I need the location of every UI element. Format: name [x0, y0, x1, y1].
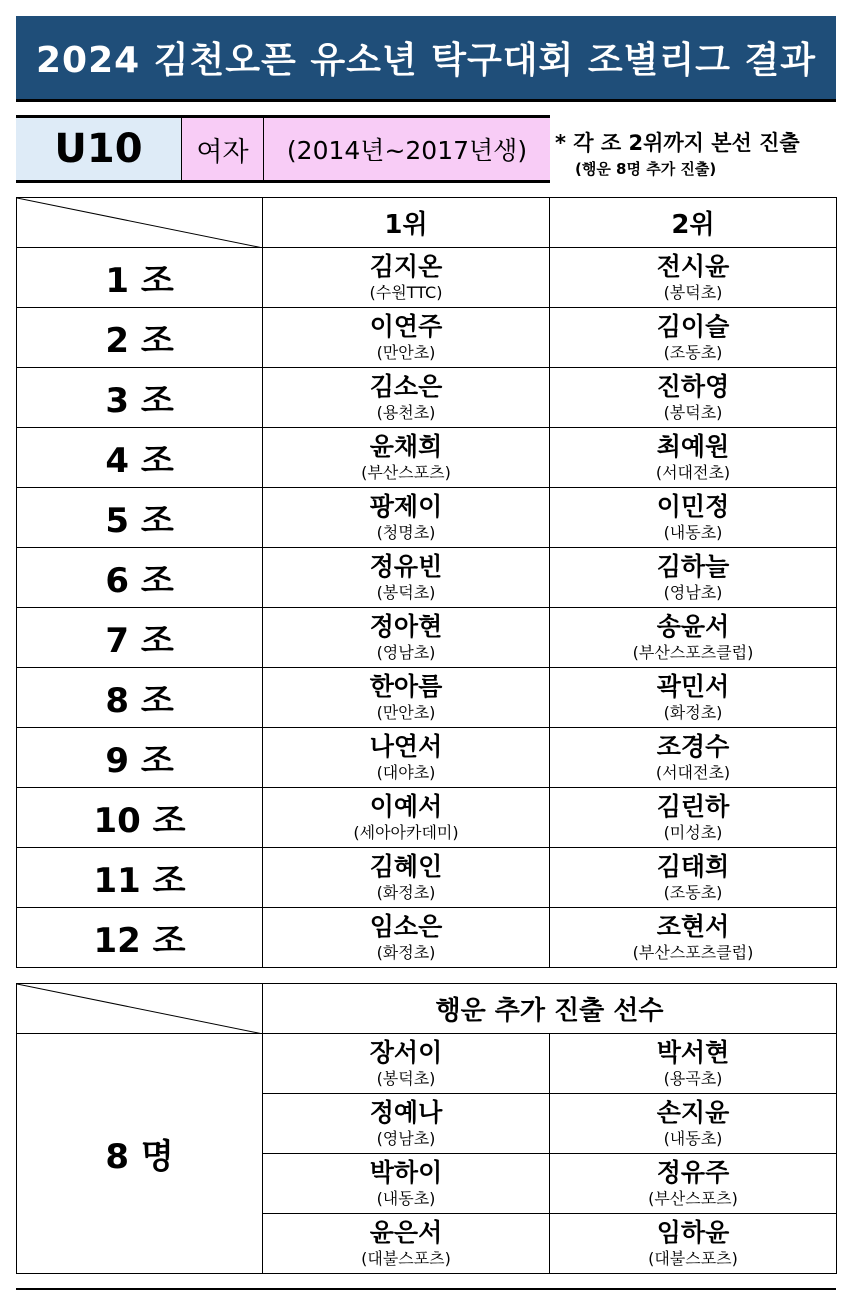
lucky-header-row [17, 984, 837, 1034]
lucky-header: 행운 추가 진출 선수 [263, 984, 837, 1034]
player-name: 손지윤 [656, 1097, 730, 1127]
group-label: 6 조 [17, 548, 263, 608]
second-place-cell [550, 788, 837, 848]
player-club: (용천초) [376, 402, 436, 422]
lucky-note: (행운 8명 추가 진출) [575, 160, 717, 178]
player-name: 김린하 [656, 791, 730, 821]
table-row [17, 668, 837, 728]
second-place-cell [550, 728, 837, 788]
first-place-cell [263, 608, 550, 668]
table-row [17, 1034, 837, 1094]
title-banner [16, 16, 836, 102]
header-second-place: 2위 [550, 198, 837, 248]
diagonal-line [17, 984, 263, 1034]
player-club: (청명초) [376, 522, 436, 542]
player-name: 임하윤 [656, 1217, 730, 1247]
lucky-qualifiers-table [16, 983, 837, 1274]
lucky-corner-cell [17, 984, 263, 1034]
player-name: 김하늘 [656, 551, 730, 581]
player-name: 김태희 [656, 851, 730, 881]
player-club: (서대전초) [655, 762, 731, 782]
table-row [17, 548, 837, 608]
player-club: (부산스포츠) [361, 462, 451, 482]
player-name: 조경수 [656, 731, 730, 761]
player-name: 박하이 [369, 1157, 443, 1187]
player-name: 정아현 [369, 611, 443, 641]
group-label: 2 조 [17, 308, 263, 368]
player-club: (내동초) [376, 1188, 436, 1208]
birth-years: (2014년~2017년생) [264, 118, 550, 180]
group-label: 8 조 [17, 668, 263, 728]
player-club: (부산스포츠클럽) [632, 942, 754, 962]
lucky-count-label: 8 명 [17, 1034, 263, 1274]
header-corner-cell [17, 198, 263, 248]
player-club: (내동초) [663, 1128, 723, 1148]
group-label: 11 조 [17, 848, 263, 908]
first-place-cell [263, 668, 550, 728]
player-name: 한아름 [369, 671, 443, 701]
table-header-row [17, 198, 837, 248]
player-club: (미성초) [663, 822, 723, 842]
group-label: 9 조 [17, 728, 263, 788]
first-place-cell [263, 488, 550, 548]
header-first-place: 1위 [263, 198, 550, 248]
player-name: 박서현 [656, 1037, 730, 1067]
player-name: 윤채희 [369, 431, 443, 461]
player-name: 진하영 [656, 371, 730, 401]
table-row [17, 368, 837, 428]
diagonal-line [17, 198, 263, 248]
player-club: (대불스포츠) [648, 1248, 738, 1268]
player-name: 김이슬 [656, 311, 730, 341]
bottom-divider [16, 1288, 836, 1290]
group-label: 12 조 [17, 908, 263, 968]
first-place-cell [263, 428, 550, 488]
player-club: (봉덕초) [663, 402, 723, 422]
lucky-left-cell [263, 1154, 550, 1214]
player-club: (봉덕초) [376, 1068, 436, 1088]
table-row [17, 788, 837, 848]
player-name: 이민정 [656, 491, 730, 521]
player-club: (조동초) [663, 342, 723, 362]
player-club: (만안초) [376, 342, 436, 362]
age-category: U10 [16, 118, 182, 180]
first-place-cell [263, 728, 550, 788]
player-club: (서대전초) [655, 462, 731, 482]
lucky-right-cell [550, 1154, 837, 1214]
player-club: (영남초) [663, 582, 723, 602]
player-name: 윤은서 [369, 1217, 443, 1247]
first-place-cell [263, 848, 550, 908]
table-row [17, 848, 837, 908]
second-place-cell [550, 428, 837, 488]
player-name: 이예서 [369, 791, 443, 821]
player-club: (부산스포츠클럽) [632, 642, 754, 662]
first-place-cell [263, 368, 550, 428]
player-name: 김지온 [369, 251, 443, 281]
table-row [17, 248, 837, 308]
lucky-left-cell [263, 1034, 550, 1094]
category-row [16, 115, 550, 183]
player-name: 임소은 [369, 911, 443, 941]
lucky-right-cell [550, 1094, 837, 1154]
player-club: (내동초) [663, 522, 723, 542]
player-club: (수원TTC) [369, 282, 443, 302]
group-label: 3 조 [17, 368, 263, 428]
player-name: 장서이 [369, 1037, 443, 1067]
player-name: 전시윤 [656, 251, 730, 281]
player-name: 김소은 [369, 371, 443, 401]
player-name: 조현서 [656, 911, 730, 941]
player-club: (만안초) [376, 702, 436, 722]
second-place-cell [550, 608, 837, 668]
player-name: 정예나 [369, 1097, 443, 1127]
group-label: 10 조 [17, 788, 263, 848]
player-name: 팡제이 [369, 491, 443, 521]
table-row [17, 428, 837, 488]
table-row [17, 488, 837, 548]
second-place-cell [550, 908, 837, 968]
player-club: (세아아카데미) [353, 822, 459, 842]
player-club: (영남초) [376, 1128, 436, 1148]
second-place-cell [550, 248, 837, 308]
table-row [17, 308, 837, 368]
player-club: (봉덕초) [663, 282, 723, 302]
lucky-left-cell [263, 1214, 550, 1274]
group-label: 1 조 [17, 248, 263, 308]
group-results-table [16, 197, 837, 968]
player-club: (부산스포츠) [648, 1188, 738, 1208]
player-club: (화정초) [663, 702, 723, 722]
second-place-cell [550, 848, 837, 908]
group-label: 7 조 [17, 608, 263, 668]
player-name: 이연주 [369, 311, 443, 341]
group-label: 5 조 [17, 488, 263, 548]
advance-note: * 각 조 2위까지 본선 진출 [555, 131, 800, 155]
player-club: (조동초) [663, 882, 723, 902]
first-place-cell [263, 548, 550, 608]
table-row [17, 608, 837, 668]
lucky-right-cell [550, 1034, 837, 1094]
lucky-left-cell [263, 1094, 550, 1154]
second-place-cell [550, 668, 837, 728]
second-place-cell [550, 308, 837, 368]
player-club: (화정초) [376, 942, 436, 962]
table-row [17, 728, 837, 788]
gender-category: 여자 [182, 118, 264, 180]
table-row [17, 908, 837, 968]
second-place-cell [550, 368, 837, 428]
second-place-cell [550, 548, 837, 608]
player-name: 정유빈 [369, 551, 443, 581]
player-club: (대야초) [376, 762, 436, 782]
player-name: 송윤서 [656, 611, 730, 641]
first-place-cell [263, 788, 550, 848]
player-name: 나연서 [369, 731, 443, 761]
second-place-cell [550, 488, 837, 548]
lucky-right-cell [550, 1214, 837, 1274]
player-club: (화정초) [376, 882, 436, 902]
player-name: 최예원 [656, 431, 730, 461]
first-place-cell [263, 248, 550, 308]
player-name: 정유주 [656, 1157, 730, 1187]
first-place-cell [263, 308, 550, 368]
player-name: 김혜인 [369, 851, 443, 881]
page-title: 2024 김천오픈 유소년 탁구대회 조별리그 결과 [35, 40, 817, 81]
player-club: (용곡초) [663, 1068, 723, 1088]
group-label: 4 조 [17, 428, 263, 488]
player-club: (영남초) [376, 642, 436, 662]
first-place-cell [263, 908, 550, 968]
player-club: (대불스포츠) [361, 1248, 451, 1268]
player-name: 곽민서 [656, 671, 730, 701]
player-club: (봉덕초) [376, 582, 436, 602]
